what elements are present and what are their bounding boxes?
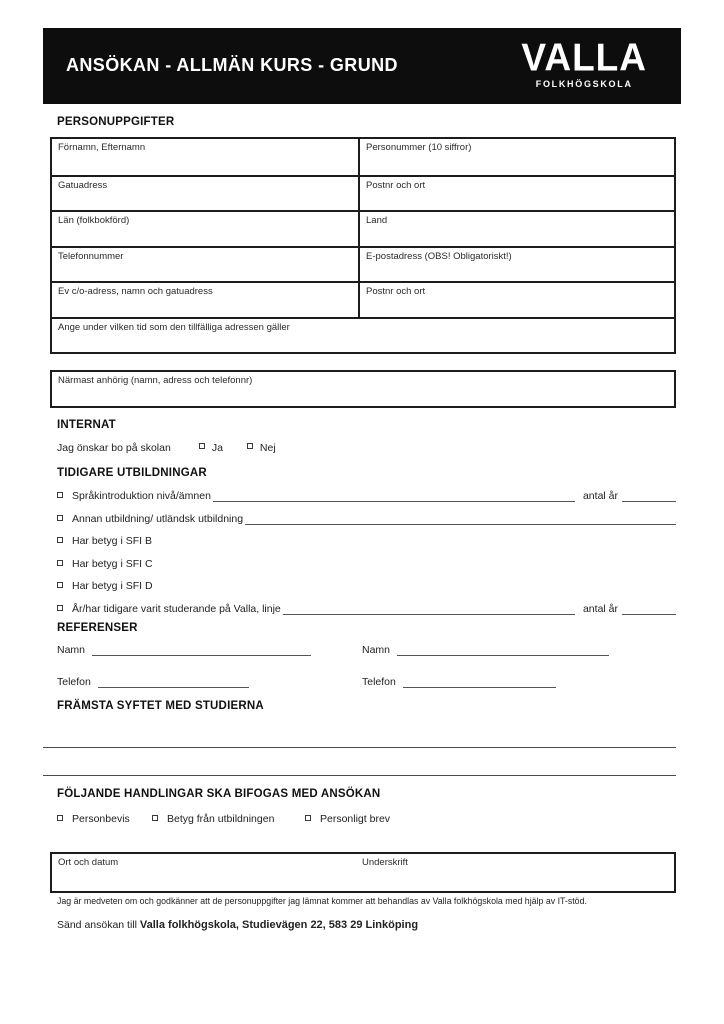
field-label: Län (folkbokförd) xyxy=(58,215,130,226)
input-line-name-2[interactable] xyxy=(397,645,609,656)
list-item-tidigare-valla xyxy=(57,602,676,615)
field-label: Postnr och ort xyxy=(366,179,426,191)
table-row xyxy=(52,175,674,211)
table-row xyxy=(52,317,674,353)
send-instruction xyxy=(57,919,418,931)
reference-1-phone xyxy=(57,676,249,688)
list-item-sfi-b xyxy=(57,534,676,547)
list-item-sprakintroduktion xyxy=(57,489,676,502)
send-prefix: Sänd ansökan till xyxy=(57,919,140,931)
checkbox-sfi-b-icon[interactable] xyxy=(57,537,63,543)
cell-co-postnr-ort[interactable] xyxy=(360,283,674,317)
attachment-personbevis xyxy=(57,813,130,825)
form-title: ANSÖKAN - ALLMÄN KURS - GRUND xyxy=(66,55,398,75)
section-heading-internat: INTERNAT xyxy=(57,419,116,431)
cell-gatuadress[interactable] xyxy=(52,177,360,211)
valla-logo xyxy=(521,35,647,89)
previous-education-list xyxy=(57,489,676,624)
cell-lan[interactable] xyxy=(52,212,360,246)
attachments-row xyxy=(57,813,676,827)
cell-tillfallig-adress-tid[interactable] xyxy=(52,319,674,353)
checkbox-nej-icon[interactable] xyxy=(247,443,253,449)
item-label: Betyg från utbildningen xyxy=(167,813,275,825)
field-label: Ange under vilken tid som den tillfälliga adressen gäller xyxy=(58,321,290,333)
reference-2-phone xyxy=(362,676,556,688)
consent-note: Jag är medveten om och godkänner att de personuppgifter jag lämnat kommer att behandlas av Valla folkhögskola med hjälp av IT-stöd. xyxy=(57,896,587,906)
section-heading-personuppgifter: PERSONUPPGIFTER xyxy=(57,116,175,128)
list-item-sfi-c xyxy=(57,557,676,570)
field-label: Postnr och ort xyxy=(366,286,426,297)
reference-phone-row xyxy=(57,676,676,690)
checkbox-betyg-icon[interactable] xyxy=(152,815,158,821)
option-nej xyxy=(247,442,276,454)
checkbox-sprakintroduktion-icon[interactable] xyxy=(57,492,63,498)
logo-subtitle: FOLKHÖGSKOLA xyxy=(535,78,633,89)
checkbox-ja-icon[interactable] xyxy=(199,443,205,449)
attachment-personligt-brev xyxy=(305,813,390,825)
field-label: Land xyxy=(366,215,388,226)
place-date-label: Ort och datum xyxy=(58,857,119,868)
reference-name-row xyxy=(57,644,676,658)
field-label: Namn xyxy=(57,644,86,656)
input-line-antal-ar[interactable] xyxy=(622,491,676,502)
checkbox-tidigare-valla-icon[interactable] xyxy=(57,605,63,611)
list-item-annan-utbildning xyxy=(57,512,676,525)
input-line-purpose-1[interactable] xyxy=(43,747,676,748)
table-row xyxy=(52,210,674,246)
checkbox-personbevis-icon[interactable] xyxy=(57,815,63,821)
input-line-amnen[interactable] xyxy=(213,491,575,502)
field-label: Personummer (10 siffror) xyxy=(366,142,472,153)
cell-personnummer[interactable] xyxy=(360,139,674,175)
checkbox-sfi-c-icon[interactable] xyxy=(57,560,63,566)
cell-postnr-ort[interactable] xyxy=(360,177,674,211)
input-line-phone-1[interactable] xyxy=(98,677,249,688)
item-label: Annan utbildning/ utländsk utbildning xyxy=(72,512,244,525)
option-label: Nej xyxy=(259,442,276,454)
signature-label: Underskrift xyxy=(362,857,408,868)
table-row xyxy=(52,139,674,175)
section-heading-tidigare-utbildningar: TIDIGARE UTBILDNINGAR xyxy=(57,467,207,479)
send-address: Valla folkhögskola, Studievägen 22, 583 29 Linköping xyxy=(139,919,419,931)
item-label: Har betyg i SFI C xyxy=(72,557,153,570)
checkbox-sfi-d-icon[interactable] xyxy=(57,582,63,588)
field-label: E-postadress (OBS! Obligatoriskt!) xyxy=(366,250,512,262)
field-label: Telefon xyxy=(57,676,91,688)
reference-1-name xyxy=(57,644,311,656)
cell-narmast-anhorig[interactable] xyxy=(50,370,676,408)
header-banner xyxy=(43,28,681,104)
suffix-label: antal år xyxy=(582,490,618,502)
input-line-phone-2[interactable] xyxy=(403,677,556,688)
field-label: Förnamn, Efternamn xyxy=(58,142,146,153)
personal-info-table xyxy=(50,137,676,354)
item-label: Personligt brev xyxy=(320,813,391,825)
item-label: Personbevis xyxy=(72,813,130,825)
checkbox-personligt-brev-icon[interactable] xyxy=(305,815,311,821)
internat-question: Jag önskar bo på skolan xyxy=(57,442,171,454)
logo-wordmark: VALLA xyxy=(521,35,647,79)
list-item-sfi-d xyxy=(57,579,676,592)
input-line-annan-utbildning[interactable] xyxy=(245,514,676,525)
field-label: Telefon xyxy=(362,676,396,688)
cell-fornamn-efternamn[interactable] xyxy=(52,139,360,175)
input-line-name-1[interactable] xyxy=(92,645,311,656)
checkbox-annan-utbildning-icon[interactable] xyxy=(57,515,63,521)
field-label: Närmast anhörig (namn, adress och telefonnr) xyxy=(58,375,253,386)
cell-epostadress[interactable] xyxy=(360,248,674,282)
attachment-betyg xyxy=(152,813,274,825)
cell-co-adress[interactable] xyxy=(52,283,360,317)
internat-question-row xyxy=(57,442,457,454)
table-row xyxy=(52,246,674,282)
section-heading-referenser: REFERENSER xyxy=(57,622,138,634)
reference-2-name xyxy=(362,644,609,656)
option-ja xyxy=(199,442,223,454)
item-label: År/har tidigare varit studerande på Valla, linje xyxy=(72,602,281,615)
item-label: Har betyg i SFI B xyxy=(72,535,152,547)
field-label: Ev c/o-adress, namn och gatuadress xyxy=(58,286,213,297)
suffix-label: antal år xyxy=(582,602,618,615)
field-label: Namn xyxy=(362,644,391,656)
table-row xyxy=(52,281,674,317)
cell-telefonnummer[interactable] xyxy=(52,248,360,282)
input-line-linje[interactable] xyxy=(283,604,575,615)
cell-land[interactable] xyxy=(360,212,674,246)
input-line-purpose-2[interactable] xyxy=(43,775,676,776)
section-heading-framsta-syftet: FRÄMSTA SYFTET MED STUDIERNA xyxy=(57,700,264,712)
field-label: Telefonnummer xyxy=(58,250,124,262)
option-label: Ja xyxy=(211,442,223,454)
signature-box[interactable] xyxy=(50,852,676,893)
item-label: Språkintroduktion nivå/ämnen xyxy=(72,490,211,502)
input-line-antal-ar[interactable] xyxy=(622,604,676,615)
item-label: Har betyg i SFI D xyxy=(72,580,153,592)
section-heading-bifogas: FÖLJANDE HANDLINGAR SKA BIFOGAS MED ANSÖKAN xyxy=(57,788,381,800)
field-label: Gatuadress xyxy=(58,179,108,191)
